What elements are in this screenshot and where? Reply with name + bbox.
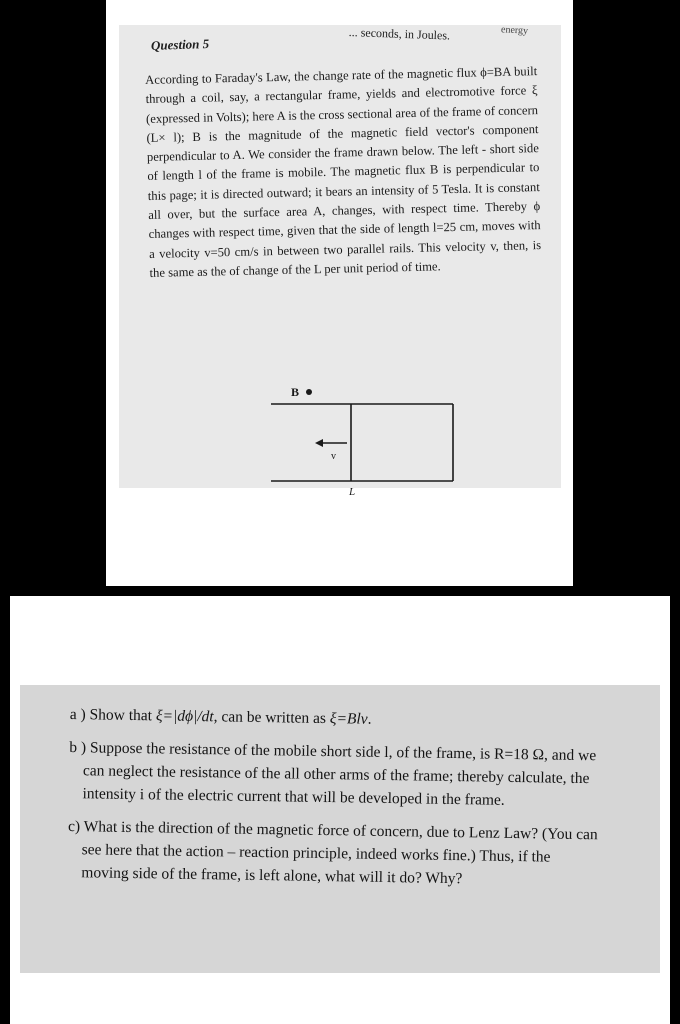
part-c-text: c) What is the direction of the magnetic force of concern, due to Lenz Law? (You can see here that the action – reaction principle, indeed works fine.) Thus, if the moving side of the frame, is left alone, what will it do? Why? (67, 817, 598, 888)
part-b (68, 736, 599, 813)
part-c (67, 815, 598, 892)
question-title: Question 5 (150, 35, 210, 54)
question-body (145, 62, 542, 283)
previous-question-snippet: ... seconds, in Joules. (348, 25, 451, 43)
part-a-formula-emf: ξ=|dϕ|/dt (155, 707, 214, 726)
top-panel (106, 0, 573, 586)
length-label: L (349, 486, 356, 498)
question-parts (67, 703, 600, 902)
part-a-prefix: a ) Show that (69, 705, 153, 725)
part-a (70, 703, 600, 734)
previous-question-snippet-right: energy (500, 24, 529, 37)
question-text: According to Faraday's Law, the change rate of the magnetic flux ϕ=BA built through a coil, say, a rectangular frame, yields and electromotive force ξ (expressed in Volts); here A is the cross sectional area of the frame of concern (L× l); B is the magnitude of the magnetic field vector's component perpendicular to A. We consider the frame drawn below. The left - short side of length l of the frame is mobile. The magnetic flux B is perpendicular to this page; it is directed outward; it bears an intensity of 5 Tesla. It is constant all over, but the surface area A, changes, with respect time. Thereby ϕ changes with respect time, given that the side of length l=25 cm, moves with a velocity v=50 cm/s in between two parallel rails. This velocity v, then, is the same as the of change of the L per unit period of time. (145, 64, 542, 280)
part-a-middle: , can be written as (213, 708, 327, 728)
part-b-text: b ) Suppose the resistance of the mobile short side l, of the frame, is R=18 Ω, and we can neglect the resistance of the all other arms of the frame; thereby calculate, the intensity i of the electric current that will be developed in the frame. (69, 738, 597, 809)
bottom-panel (10, 596, 670, 1024)
field-label: B (291, 385, 300, 399)
part-a-end: . (367, 710, 372, 728)
field-dot (306, 389, 312, 395)
frame-diagram (259, 355, 479, 498)
velocity-arrowhead (315, 439, 323, 447)
question-photo (119, 24, 561, 498)
part-a-formula-blv: ξ=Blv (329, 710, 368, 728)
velocity-label: v (331, 451, 336, 462)
parts-photo (20, 685, 660, 973)
